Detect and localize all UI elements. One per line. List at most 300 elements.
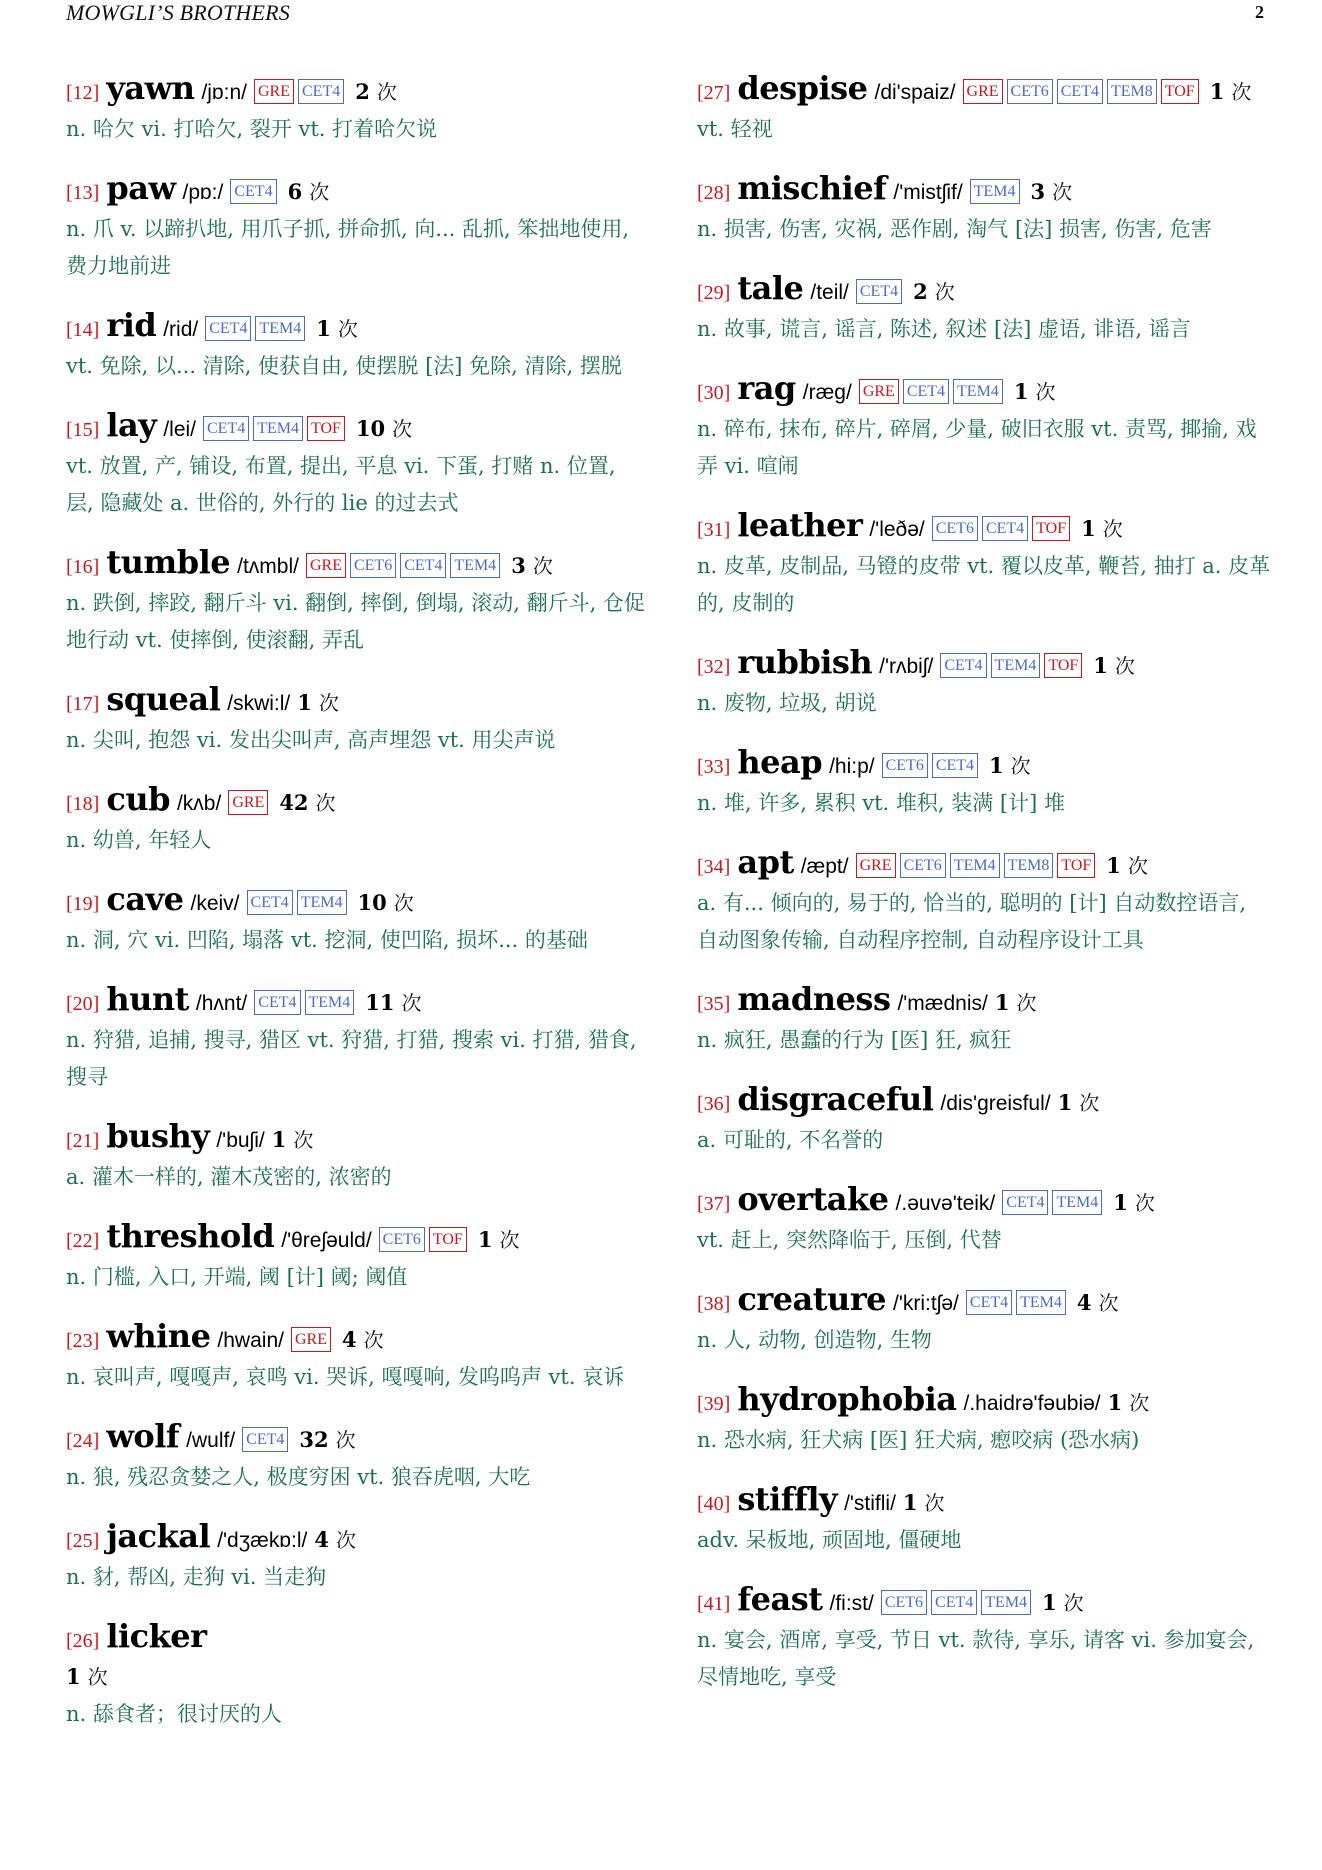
vocab-entry (697, 370, 1273, 485)
entry-index: [23] (66, 1330, 100, 1352)
frequency-count: 1 次 (1106, 853, 1148, 878)
phonetic: /rid/ (163, 318, 199, 341)
exam-tag-cet4: CET4 (400, 553, 446, 578)
frequency-count: 1 次 (1113, 1190, 1155, 1215)
vocab-entry (697, 644, 1273, 722)
exam-tag-cet4: CET4 (247, 890, 293, 915)
definition: n. 皮革, 皮制品, 马镫的皮带 vt. 覆以皮革, 鞭苔, 抽打 a. 皮革的, 皮制的 (697, 554, 1271, 615)
phonetic: /keiv/ (190, 892, 240, 915)
count-suffix: 次 (393, 891, 414, 915)
headword: cave (106, 880, 184, 918)
exam-tags (856, 854, 1100, 879)
frequency-count: 1 次 (1042, 1590, 1084, 1615)
definition: n. 碎布, 抹布, 碎片, 碎屑, 少量, 破旧衣服 vt. 责骂, 揶揄, 戏弄 vi. 喧闹 (697, 417, 1257, 478)
headword: madness (737, 980, 891, 1018)
vocab-entry (66, 1118, 646, 1196)
count-suffix: 次 (363, 1328, 384, 1352)
entry-headline (66, 407, 646, 448)
exam-tag-tem4: TEM4 (253, 416, 303, 441)
frequency-count: 1 次 (1107, 1390, 1150, 1415)
headword: despise (737, 69, 868, 107)
entry-index: [21] (66, 1130, 100, 1152)
entry-headline (697, 270, 1273, 311)
vocab-entry (697, 981, 1273, 1059)
phonetic: /lei/ (163, 418, 196, 441)
exam-tag-cet4: CET4 (205, 316, 251, 341)
phonetic: /'θreʃəuld/ (281, 1229, 372, 1252)
entry-index: [26] (66, 1630, 100, 1652)
definition: n. 狼, 残忍贪婪之人, 极度穷困 vt. 狼吞虎咽, 大吃 (66, 1465, 531, 1489)
exam-tag-tem4: TEM4 (305, 990, 355, 1015)
exam-tag-cet4: CET4 (1002, 1190, 1048, 1215)
headword: cub (106, 780, 170, 818)
headword: jackal (106, 1517, 211, 1555)
vocab-entry (66, 544, 646, 659)
exam-tags (203, 417, 349, 442)
count-suffix: 次 (1129, 1391, 1150, 1415)
entry-headline (697, 1481, 1273, 1522)
phonetic: /hwain/ (217, 1329, 284, 1352)
entry-index: [16] (66, 556, 100, 578)
vocab-entry (697, 1281, 1273, 1359)
phonetic: /.əuvə'teik/ (895, 1192, 996, 1215)
headword: licker (106, 1617, 207, 1655)
count-suffix: 次 (392, 417, 413, 441)
entry-index: [35] (697, 993, 731, 1015)
entry-headline (66, 1118, 646, 1159)
count-suffix: 次 (376, 80, 397, 104)
headword: squeal (106, 680, 221, 718)
vocab-entry (697, 70, 1273, 148)
definition: n. 损害, 伤害, 灾祸, 恶作剧, 淘气 [法] 损害, 伤害, 危害 (697, 217, 1212, 241)
entry-headline (66, 170, 646, 211)
exam-tags (254, 991, 358, 1016)
entry-headline (697, 1281, 1273, 1322)
entry-index: [30] (697, 382, 731, 404)
entry-headline (697, 370, 1273, 411)
vocab-entry (697, 844, 1273, 959)
frequency-count: 42 次 (279, 790, 336, 815)
count-suffix: 次 (87, 1665, 108, 1689)
frequency-count: 1 次 (1013, 379, 1056, 404)
headword: hunt (106, 980, 189, 1018)
exam-tag-cet4: CET4 (1057, 79, 1103, 104)
entry-index: [19] (66, 893, 100, 915)
count-suffix: 次 (293, 1128, 314, 1152)
frequency-count: 10 次 (357, 890, 414, 915)
exam-tags (230, 180, 280, 205)
phonetic: /.haidrə'fəubiə/ (963, 1392, 1101, 1415)
definition: vt. 放置, 产, 铺设, 布置, 提出, 平息 vi. 下蛋, 打赌 n. 位置, 层, 隐藏处 a. 世俗的, 外行的 lie 的过去式 (66, 454, 616, 515)
headword: yawn (106, 69, 195, 107)
exam-tags (306, 554, 504, 579)
count-suffix: 次 (1114, 654, 1135, 678)
phonetic: /dis'greisful/ (940, 1092, 1051, 1115)
entry-headline (66, 981, 646, 1022)
exam-tag-cet4: CET4 (903, 379, 949, 404)
vocab-entry (697, 1481, 1273, 1559)
exam-tags (932, 517, 1074, 542)
entry-index: [33] (697, 756, 731, 778)
count-suffix: 次 (1098, 1291, 1119, 1315)
count-suffix: 次 (1231, 80, 1252, 104)
count-suffix: 次 (335, 1428, 356, 1452)
exam-tags (882, 754, 982, 779)
vocab-entry (697, 170, 1273, 248)
phonetic: /'kri:tʃə/ (893, 1292, 959, 1315)
exam-tags (247, 891, 351, 916)
definition: n. 狩猎, 追捕, 搜寻, 猎区 vt. 狩猎, 打猎, 搜索 vi. 打猎, 猎食, 搜寻 (66, 1028, 637, 1089)
exam-tag-tof: TOF (1057, 853, 1095, 878)
definition: n. 洞, 穴 vi. 凹陷, 塌落 vt. 挖洞, 使凹陷, 损坏... 的基础 (66, 928, 588, 952)
phonetic: /skwi:l/ (227, 692, 291, 715)
definition: n. 宴会, 酒席, 享受, 节日 vt. 款待, 享乐, 请客 vi. 参加宴会, 尽情地吃, 享受 (697, 1628, 1255, 1689)
count-suffix: 次 (1102, 517, 1123, 541)
exam-tag-tem4: TEM4 (970, 179, 1020, 204)
count-suffix: 次 (1134, 1191, 1155, 1215)
phonetic: /'mædnis/ (897, 992, 988, 1015)
exam-tag-cet6: CET6 (350, 553, 396, 578)
entry-headline (66, 544, 646, 585)
headword: rubbish (737, 643, 873, 681)
count-suffix: 次 (1079, 1091, 1100, 1115)
entry-index: [38] (697, 1293, 731, 1315)
definition: a. 有... 倾向的, 易于的, 恰当的, 聪明的 [计] 自动数控语言, 自动图象传输, 自动程序控制, 自动程序设计工具 (697, 891, 1247, 952)
frequency-count: 1 次 (297, 690, 339, 715)
vocab-entry (66, 1418, 646, 1496)
exam-tag-tof: TOF (1032, 516, 1070, 541)
headword: tumble (106, 543, 231, 581)
frequency-count: 3 次 (1030, 179, 1073, 204)
vocab-entry (697, 1181, 1273, 1259)
exam-tag-gre: GRE (859, 379, 899, 404)
entry-index: [20] (66, 993, 100, 1015)
phonetic: /'buʃi/ (216, 1129, 265, 1152)
frequency-count: 1 次 (902, 1490, 945, 1515)
definition: a. 灌木一样的, 灌木茂密的, 浓密的 (66, 1165, 392, 1189)
exam-tag-tem4: TEM4 (981, 1590, 1031, 1615)
frequency-count: 3 次 (511, 553, 553, 578)
exam-tag-tem4: TEM4 (1016, 1290, 1066, 1315)
entry-headline (697, 744, 1273, 785)
vocab-entry (66, 170, 646, 285)
right-column (697, 70, 1273, 1696)
vocab-entry (697, 744, 1273, 822)
vocab-entry (697, 1381, 1273, 1459)
exam-tag-cet4: CET4 (203, 416, 249, 441)
exam-tag-tem4: TEM4 (1052, 1190, 1102, 1215)
headword: tale (737, 269, 804, 307)
exam-tags (379, 1228, 471, 1253)
frequency-count: 4 次 (1076, 1290, 1119, 1315)
exam-tags (228, 791, 272, 816)
exam-tags (970, 180, 1024, 205)
exam-tag-tem4: TEM4 (255, 316, 305, 341)
vocab-entry (66, 1318, 646, 1396)
headword: rid (106, 306, 157, 344)
definition: n. 豺, 帮凶, 走狗 vi. 当走狗 (66, 1565, 327, 1589)
exam-tag-tof: TOF (1044, 653, 1082, 678)
headword: heap (737, 743, 823, 781)
phonetic: /pɒ:/ (182, 181, 224, 204)
entry-headline (697, 1081, 1273, 1122)
headword: leather (737, 506, 863, 544)
headword: lay (106, 406, 157, 444)
entry-index: [28] (697, 182, 731, 204)
headword: threshold (106, 1217, 275, 1255)
count-suffix: 次 (1052, 180, 1073, 204)
exam-tags (291, 1328, 335, 1353)
exam-tag-tof: TOF (1161, 79, 1199, 104)
entry-headline (66, 70, 646, 111)
vocab-entry (66, 981, 646, 1096)
entry-index: [40] (697, 1493, 731, 1515)
exam-tag-cet4: CET4 (242, 1427, 288, 1452)
count-suffix: 次 (1010, 754, 1031, 778)
entry-headline (66, 1218, 646, 1259)
entry-headline (697, 170, 1273, 211)
entry-index: [37] (697, 1193, 731, 1215)
definition: n. 废物, 垃圾, 胡说 (697, 691, 877, 715)
vocab-entry (66, 1518, 646, 1596)
running-head: MOWGLI’S BROTHERS (66, 0, 290, 25)
exam-tag-cet4: CET4 (932, 753, 978, 778)
definition: n. 幼兽, 年轻人 (66, 828, 212, 852)
exam-tags (205, 317, 309, 342)
definition: n. 哈欠 vi. 打哈欠, 裂开 vt. 打着哈欠说 (66, 117, 438, 141)
definition: n. 舔食者；很讨厌的人 (66, 1702, 282, 1726)
definition: n. 跌倒, 摔跤, 翻斤斗 vi. 翻倒, 摔倒, 倒塌, 滚动, 翻斤斗, 仓促地行动 vt. 使摔倒, 使滚翻, 弄乱 (66, 591, 645, 652)
exam-tag-gre: GRE (254, 79, 294, 104)
phonetic: /fi:st/ (829, 1592, 874, 1615)
exam-tag-cet6: CET6 (900, 853, 946, 878)
definition: adv. 呆板地, 顽固地, 僵硬地 (697, 1528, 962, 1552)
frequency-count: 4 次 (314, 1527, 356, 1552)
count-suffix: 次 (532, 554, 553, 578)
phonetic: /jɒ:n/ (201, 81, 247, 104)
frequency-count: 1 次 (1209, 79, 1252, 104)
entry-index: [22] (66, 1230, 100, 1252)
frequency-count: 11 次 (365, 990, 422, 1015)
vocab-entry (66, 1218, 646, 1296)
exam-tag-cet6: CET6 (932, 516, 978, 541)
phonetic: /teil/ (810, 281, 849, 304)
exam-tags (966, 1291, 1070, 1316)
exam-tag-tof: TOF (307, 416, 345, 441)
count-suffix: 次 (1127, 854, 1148, 878)
count-suffix: 次 (309, 180, 330, 204)
vocab-entry (697, 507, 1273, 622)
entry-index: [31] (697, 519, 731, 541)
frequency-count: 2 次 (913, 279, 955, 304)
frequency-count: 4 次 (341, 1327, 384, 1352)
frequency-count: 10 次 (355, 416, 413, 441)
exam-tag-tof: TOF (429, 1227, 467, 1252)
exam-tags (859, 380, 1007, 405)
entry-index: [36] (697, 1093, 731, 1115)
entry-index: [27] (697, 82, 731, 104)
vocab-entry (66, 1618, 646, 1733)
exam-tag-cet6: CET6 (882, 753, 928, 778)
vocab-entry (66, 681, 646, 759)
phonetic: /kʌb/ (176, 792, 222, 815)
frequency-count: 1 次 (316, 316, 358, 341)
headword: disgraceful (737, 1080, 934, 1118)
definition: n. 哀叫声, 嘎嘎声, 哀鸣 vi. 哭诉, 嘎嘎响, 发呜呜声 vt. 哀诉 (66, 1365, 625, 1389)
exam-tag-cet4: CET4 (982, 516, 1028, 541)
count-suffix: 次 (499, 1228, 520, 1252)
exam-tag-cet6: CET6 (881, 1590, 927, 1615)
vocab-entry (697, 270, 1273, 348)
vocab-entry (66, 781, 646, 859)
entry-index: [15] (66, 419, 100, 441)
exam-tag-cet4: CET4 (856, 279, 902, 304)
frequency-count: 1 次 (66, 1664, 108, 1689)
entry-headline (66, 1318, 646, 1359)
exam-tag-tem8: TEM8 (1004, 853, 1054, 878)
frequency-count: 1 次 (994, 990, 1037, 1015)
vocab-entry (697, 1081, 1273, 1159)
headword: creature (737, 1280, 887, 1318)
frequency-count: 2 次 (355, 79, 397, 104)
definition: n. 人, 动物, 创造物, 生物 (697, 1328, 932, 1352)
exam-tags (856, 280, 906, 305)
frequency-count: 1 次 (1093, 653, 1135, 678)
phonetic: /'mistʃif/ (893, 181, 963, 204)
entry-index: [34] (697, 856, 731, 878)
frequency-count: 1 次 (1057, 1090, 1100, 1115)
exam-tag-gre: GRE (963, 79, 1003, 104)
vocab-entry (66, 407, 646, 522)
headword: wolf (106, 1417, 180, 1455)
phonetic: /'leðə/ (869, 518, 925, 541)
entry-headline (66, 1618, 646, 1696)
definition: vt. 赶上, 突然降临于, 压倒, 代替 (697, 1228, 1002, 1252)
count-suffix: 次 (337, 317, 358, 341)
exam-tags (1002, 1191, 1106, 1216)
entry-headline (66, 1418, 646, 1459)
entry-index: [14] (66, 319, 100, 341)
count-suffix: 次 (1016, 991, 1037, 1015)
count-suffix: 次 (924, 1491, 945, 1515)
frequency-count: 1 次 (271, 1127, 314, 1152)
exam-tag-tem4: TEM4 (953, 379, 1003, 404)
entry-headline (697, 1381, 1273, 1422)
entry-headline (66, 307, 646, 348)
entry-headline (697, 1181, 1273, 1222)
exam-tags (940, 654, 1086, 679)
entry-headline (66, 881, 646, 922)
count-suffix: 次 (401, 991, 422, 1015)
entry-index: [25] (66, 1530, 100, 1552)
exam-tag-tem4: TEM4 (450, 553, 500, 578)
entry-index: [13] (66, 182, 100, 204)
exam-tag-cet6: CET6 (379, 1227, 425, 1252)
headword: mischief (737, 169, 887, 207)
exam-tag-cet4: CET4 (254, 990, 300, 1015)
exam-tag-gre: GRE (856, 853, 896, 878)
exam-tags (963, 80, 1203, 105)
definition: n. 爪 v. 以蹄扒地, 用爪子抓, 拼命抓, 向... 乱抓, 笨拙地使用, 费力地前进 (66, 217, 630, 278)
headword: stiffly (737, 1480, 838, 1518)
entry-headline (697, 981, 1273, 1022)
exam-tag-cet6: CET6 (1007, 79, 1053, 104)
entry-index: [17] (66, 693, 100, 715)
exam-tag-cet4: CET4 (298, 79, 344, 104)
count-suffix: 次 (335, 1528, 356, 1552)
entry-headline (697, 70, 1273, 111)
count-suffix: 次 (315, 791, 336, 815)
frequency-count: 32 次 (299, 1427, 356, 1452)
definition: n. 门槛, 入口, 开端, 阈 [计] 阈; 阈值 (66, 1265, 408, 1289)
phonetic: /æpt/ (800, 855, 849, 878)
definition: n. 故事, 谎言, 谣言, 陈述, 叙述 [法] 虚语, 诽语, 谣言 (697, 317, 1191, 341)
count-suffix: 次 (1063, 1591, 1084, 1615)
headword: paw (106, 169, 176, 207)
headword: hydrophobia (737, 1380, 957, 1418)
headword: rag (737, 369, 796, 407)
headword: overtake (737, 1180, 889, 1218)
entry-index: [12] (66, 82, 100, 104)
phonetic: /hi:p/ (829, 755, 875, 778)
count-suffix: 次 (934, 280, 955, 304)
headword: whine (106, 1317, 211, 1355)
definition: n. 恐水病, 狂犬病 [医] 狂犬病, 瘛咬病 (恐水病) (697, 1428, 1140, 1452)
entry-headline (697, 507, 1273, 548)
exam-tag-tem4: TEM4 (991, 653, 1041, 678)
headword: feast (737, 1580, 823, 1618)
entry-index: [39] (697, 1393, 731, 1415)
exam-tag-cet4: CET4 (230, 179, 276, 204)
page-number: 2 (1255, 2, 1264, 22)
phonetic: /'dʒækɒ:l/ (217, 1529, 308, 1552)
frequency-count: 1 次 (477, 1227, 520, 1252)
entry-index: [24] (66, 1430, 100, 1452)
definition: n. 尖叫, 抱怨 vi. 发出尖叫声, 高声埋怨 vt. 用尖声说 (66, 728, 556, 752)
entry-headline (697, 644, 1273, 685)
phonetic: /'stifli/ (844, 1492, 896, 1515)
frequency-count: 1 次 (989, 753, 1031, 778)
entry-headline (697, 844, 1273, 885)
exam-tag-gre: GRE (306, 553, 346, 578)
phonetic: /wulf/ (186, 1429, 236, 1452)
vocab-entry (66, 307, 646, 385)
definition: a. 可耻的, 不名誉的 (697, 1128, 884, 1152)
vocab-entry (697, 1581, 1273, 1696)
exam-tag-cet4: CET4 (940, 653, 986, 678)
phonetic: /'rʌbiʃ/ (879, 655, 934, 678)
entry-headline (66, 1518, 646, 1559)
exam-tags (242, 1428, 292, 1453)
entry-index: [29] (697, 282, 731, 304)
phonetic: /ræg/ (802, 381, 852, 404)
entry-headline (66, 681, 646, 722)
exam-tag-gre: GRE (228, 790, 268, 815)
headword: apt (737, 843, 794, 881)
vocab-entry (66, 70, 646, 148)
exam-tags (254, 80, 348, 105)
entry-index: [18] (66, 793, 100, 815)
exam-tag-tem4: TEM4 (950, 853, 1000, 878)
count-suffix: 次 (1035, 380, 1056, 404)
exam-tag-tem8: TEM8 (1107, 79, 1157, 104)
entry-headline (66, 781, 646, 822)
headword: bushy (106, 1117, 210, 1155)
phonetic: /hʌnt/ (195, 992, 248, 1015)
exam-tag-gre: GRE (291, 1327, 331, 1352)
entry-headline (697, 1581, 1273, 1622)
definition: n. 疯狂, 愚蠢的行为 [医] 狂, 疯狂 (697, 1028, 1012, 1052)
